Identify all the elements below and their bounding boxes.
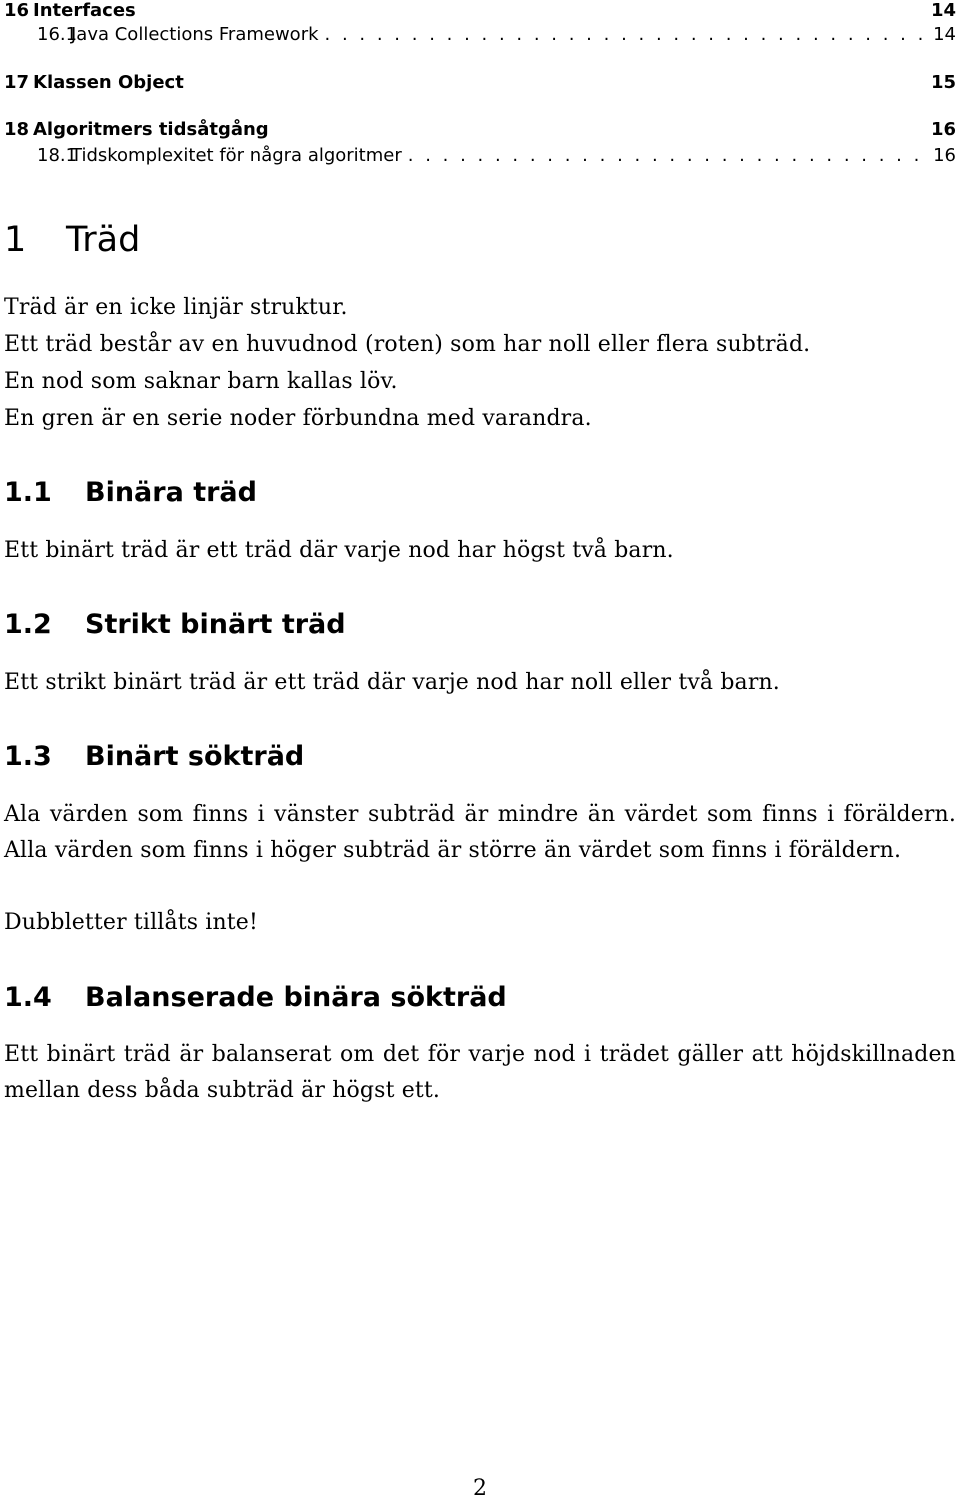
- toc-title: Tidskomplexitet för några algoritmer: [71, 145, 402, 166]
- section-title: Strikt binärt träd: [85, 609, 346, 640]
- toc-title: Java Collections Framework: [71, 24, 319, 45]
- toc-leader-dots: [408, 145, 927, 167]
- section-title: Balanserade binära sökträd: [85, 982, 507, 1013]
- section-number: 1.4: [4, 982, 52, 1013]
- chapter-title: Träd: [66, 220, 141, 260]
- toc-entry-section-16-1[interactable]: [4, 24, 956, 46]
- toc-title: Interfaces: [33, 0, 136, 21]
- toc-leader-dots: [325, 24, 928, 46]
- toc-entry-chapter-17[interactable]: [4, 72, 956, 94]
- toc-entry-chapter-18[interactable]: [4, 119, 956, 141]
- section-heading-1-1: [4, 477, 257, 509]
- intro-line: En nod som saknar barn kallas löv.: [4, 369, 398, 394]
- section-body: Ett binärt träd är ett träd där varje nod har högst två barn.: [4, 538, 674, 563]
- section-body: Ala värden som finns i vänster subträd är mindre än värdet som finns i föräldern. Alla värden som finns i höger subträd är större än värdet som finns i föräldern.: [4, 802, 956, 863]
- toc-page: 14: [930, 0, 956, 21]
- intro-line: Träd är en icke linjär struktur.: [4, 295, 348, 320]
- toc-title: Algoritmers tidsåtgång: [33, 119, 269, 140]
- toc-page: 14: [933, 24, 956, 45]
- toc-number: 18.1: [37, 145, 78, 166]
- toc-number: 16: [4, 0, 30, 21]
- section-body: Ett binärt träd är balanserat om det för varje nod i trädet gäller att höjdskillnaden mellan dess båda subträd är högst ett.: [4, 1042, 956, 1103]
- section-number: 1.3: [4, 741, 52, 772]
- toc-number: 18: [4, 119, 30, 140]
- chapter-heading: [4, 220, 140, 260]
- section-body-note: Dubbletter tillåts inte!: [4, 910, 258, 935]
- section-body: Ett strikt binärt träd är ett träd där varje nod har noll eller två barn.: [4, 670, 780, 695]
- toc-number: 17: [4, 72, 30, 93]
- section-heading-1-2: [4, 609, 346, 641]
- section-number: 1.1: [4, 477, 52, 508]
- section-heading-1-3: [4, 741, 304, 773]
- toc-page: 16: [930, 119, 956, 140]
- section-number: 1.2: [4, 609, 52, 640]
- toc-entry-chapter-16[interactable]: [4, 0, 956, 22]
- section-title: Binära träd: [85, 477, 257, 508]
- section-heading-1-4: [4, 982, 507, 1014]
- intro-line: En gren är en serie noder förbundna med varandra.: [4, 406, 592, 431]
- toc-entry-section-18-1[interactable]: [4, 145, 956, 167]
- page-number: 2: [473, 1476, 487, 1501]
- toc-number: 16.1: [37, 24, 78, 45]
- section-title: Binärt sökträd: [85, 741, 305, 772]
- toc-title: Klassen Object: [33, 72, 184, 93]
- intro-line: Ett träd består av en huvudnod (roten) som har noll eller flera subträd.: [4, 332, 811, 357]
- chapter-number: 1: [4, 220, 27, 260]
- toc-page: 15: [930, 72, 956, 93]
- toc-page: 16: [933, 145, 956, 166]
